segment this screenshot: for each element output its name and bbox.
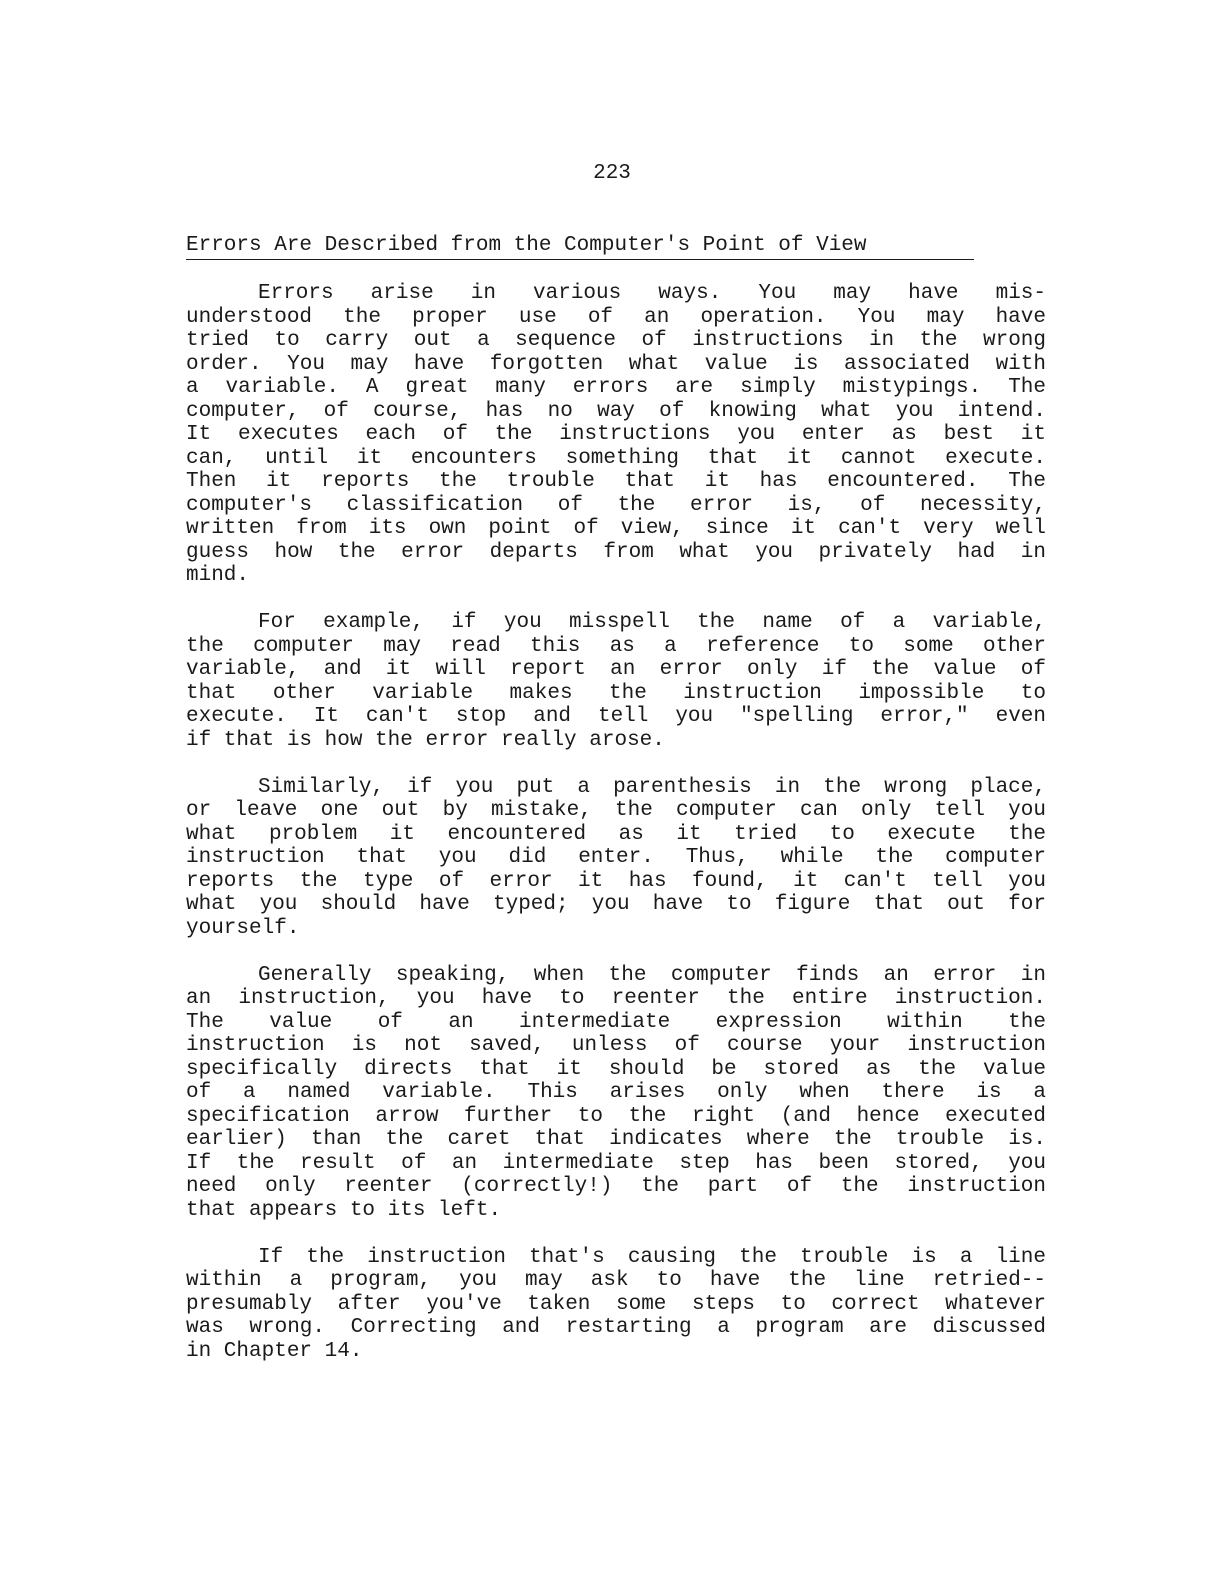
text-line: earlier) than the caret that indicates where the trouble is.: [186, 1128, 1046, 1151]
text-line: variable, and it will report an error only if the value of: [186, 658, 1046, 681]
text-line: that appears to its left.: [186, 1198, 502, 1222]
text-line: instruction is not saved, unless of course your instruction: [186, 1034, 1046, 1057]
text-line: or leave one out by mistake, the computer can only tell you: [186, 799, 1046, 822]
text-line: specifically directs that it should be stored as the value: [186, 1057, 1046, 1081]
text-line: that other variable makes the instruction impossible to: [186, 681, 1046, 705]
text-line: mind.: [186, 564, 250, 587]
text-line: For example, if you misspell the name of a variable,: [258, 611, 1046, 634]
text-line: instruction that you did enter. Thus, while the computer: [186, 846, 1046, 869]
text-line: If the instruction that's causing the trouble is a line: [258, 1245, 1046, 1269]
text-line: computer, of course, has no way of knowing what you intend.: [186, 399, 1046, 423]
text-line: If the result of an intermediate step has been stored, you: [186, 1151, 1046, 1175]
paragraph-4: [186, 964, 1046, 1223]
text-line: within a program, you may ask to have the line retried--: [186, 1269, 1046, 1292]
text-line: a variable. A great many errors are simply mistypings. The: [186, 376, 1046, 399]
text-line: written from its own point of view, since it can't very well: [186, 517, 1046, 540]
text-line: can, until it encounters something that it cannot execute.: [186, 446, 1046, 470]
text-line: if that is how the error really arose.: [186, 728, 665, 752]
text-line: presumably after you've taken some steps to correct whatever: [186, 1292, 1046, 1316]
text-line: specification arrow further to the right (and hence executed: [186, 1104, 1046, 1128]
text-line: what problem it encountered as it tried to execute the: [186, 822, 1046, 846]
text-line: The value of an intermediate expression within the: [186, 1010, 1046, 1034]
paragraph-2: [186, 611, 1046, 752]
text-line: execute. It can't stop and tell you "spelling error," even: [186, 705, 1046, 728]
text-line: computer's classification of the error is, of necessity,: [186, 493, 1046, 517]
text-line: what you should have typed; you have to figure that out for: [186, 893, 1046, 916]
paragraph-3: [186, 776, 1046, 941]
text-line: Generally speaking, when the computer finds an error in: [258, 963, 1046, 987]
text-line: Errors arise in various ways. You may have mis-: [258, 282, 1046, 305]
text-line: tried to carry out a sequence of instructions in the wrong: [186, 329, 1046, 352]
text-line: It executes each of the instructions you enter as best it: [186, 423, 1046, 446]
text-line: yourself.: [186, 916, 300, 940]
text-line: need only reenter (correctly!) the part of the instruction: [186, 1175, 1046, 1198]
text-line: in Chapter 14.: [186, 1339, 363, 1363]
body-text: [186, 282, 1046, 1387]
text-line: the computer may read this as a reference to some other: [186, 634, 1046, 658]
section-heading: Errors Are Described from the Computer's Point of View: [186, 234, 974, 260]
text-line: was wrong. Correcting and restarting a program are discussed: [186, 1316, 1046, 1339]
paragraph-1: [186, 282, 1046, 588]
text-line: guess how the error departs from what you privately had in: [186, 540, 1046, 564]
text-line: reports the type of error it has found, it can't tell you: [186, 869, 1046, 893]
text-line: understood the proper use of an operation. You may have: [186, 305, 1046, 329]
text-line: Then it reports the trouble that it has encountered. The: [186, 470, 1046, 493]
text-line: of a named variable. This arises only when there is a: [186, 1081, 1046, 1104]
text-line: order. You may have forgotten what value is associated with: [186, 352, 1046, 376]
text-line: an instruction, you have to reenter the entire instruction.: [186, 987, 1046, 1010]
text-line: Similarly, if you put a parenthesis in the wrong place,: [258, 775, 1046, 799]
paragraph-5: [186, 1246, 1046, 1364]
page-number: 223: [593, 162, 631, 185]
